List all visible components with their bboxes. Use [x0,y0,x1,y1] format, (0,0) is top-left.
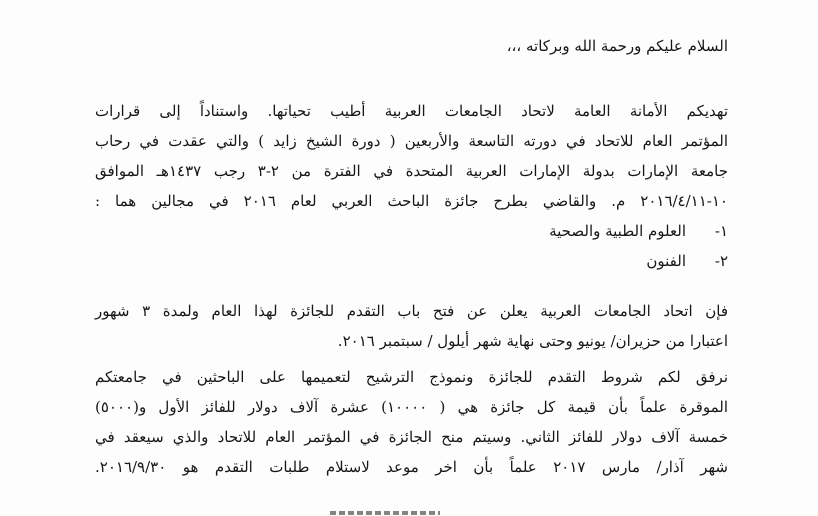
paragraph3-line-1: نرفق لكم شروط التقدم للجائزة ونموذج الترشيح لتعميمها على الباحثين في جامعتكم [95,368,728,386]
field-1-text: العلوم الطبية والصحية [549,222,686,240]
paragraph1-line-2: المؤتمر العام للاتحاد في دورته التاسعة والأربعين ( دورة الشيخ زايد ) والتي عقدت في رحاب [95,132,728,150]
greeting: السلام عليكم ورحمة الله وبركاته ،،، [506,37,728,55]
paragraph3-line-2: الموقرة علماً بأن قيمة كل جائزة هي ( ١٠٠٠٠) عشرة آلاف دولار للفائز الأول و(٥٠٠٠) [95,398,728,416]
paragraph1-line-4: ١٠-٢٠١٦/٤/١١ م. والقاضي بطرح جائزة الباحث العربي لعام ٢٠١٦ في مجالين هما : [95,192,728,210]
paragraph3-line-3: خمسة آلاف دولار للفائز الثاني. وسيتم منح الجائزة في المؤتمر العام للاتحاد والذي سيعقد في [95,428,728,446]
field-2-text: الفنون [646,252,686,270]
paragraph1-line-3: جامعة الإمارات بدولة الإمارات العربية المتحدة في الفترة من ٢-٣ رجب ١٤٣٧هـ الموافق [95,162,729,180]
paragraph3-line-4: شهر آذار/ مارس ٢٠١٧ علماً بأن اخر موعد لاستلام طلبات التقدم هو ٢٠١٦/٩/٣٠. [95,458,728,476]
paragraph1-line-1: تهديكم الأمانة العامة لاتحاد الجامعات العربية أطيب تحياتها. واستناداً إلى قرارات [95,102,728,120]
field-2-number: ٢- [714,252,728,270]
paragraph2-line-2: اعتبارا من حزيران/ يونيو وحتى نهاية شهر أيلول / سبتمبر ٢٠١٦. [337,332,728,350]
field-1-number: ١- [714,222,728,240]
paragraph2-line-1: فإن اتحاد الجامعات العربية يعلن عن فتح باب التقدم للجائزة لهذا العام ولمدة ٣ شهور [95,302,728,320]
cut-off-next-line [330,506,440,516]
